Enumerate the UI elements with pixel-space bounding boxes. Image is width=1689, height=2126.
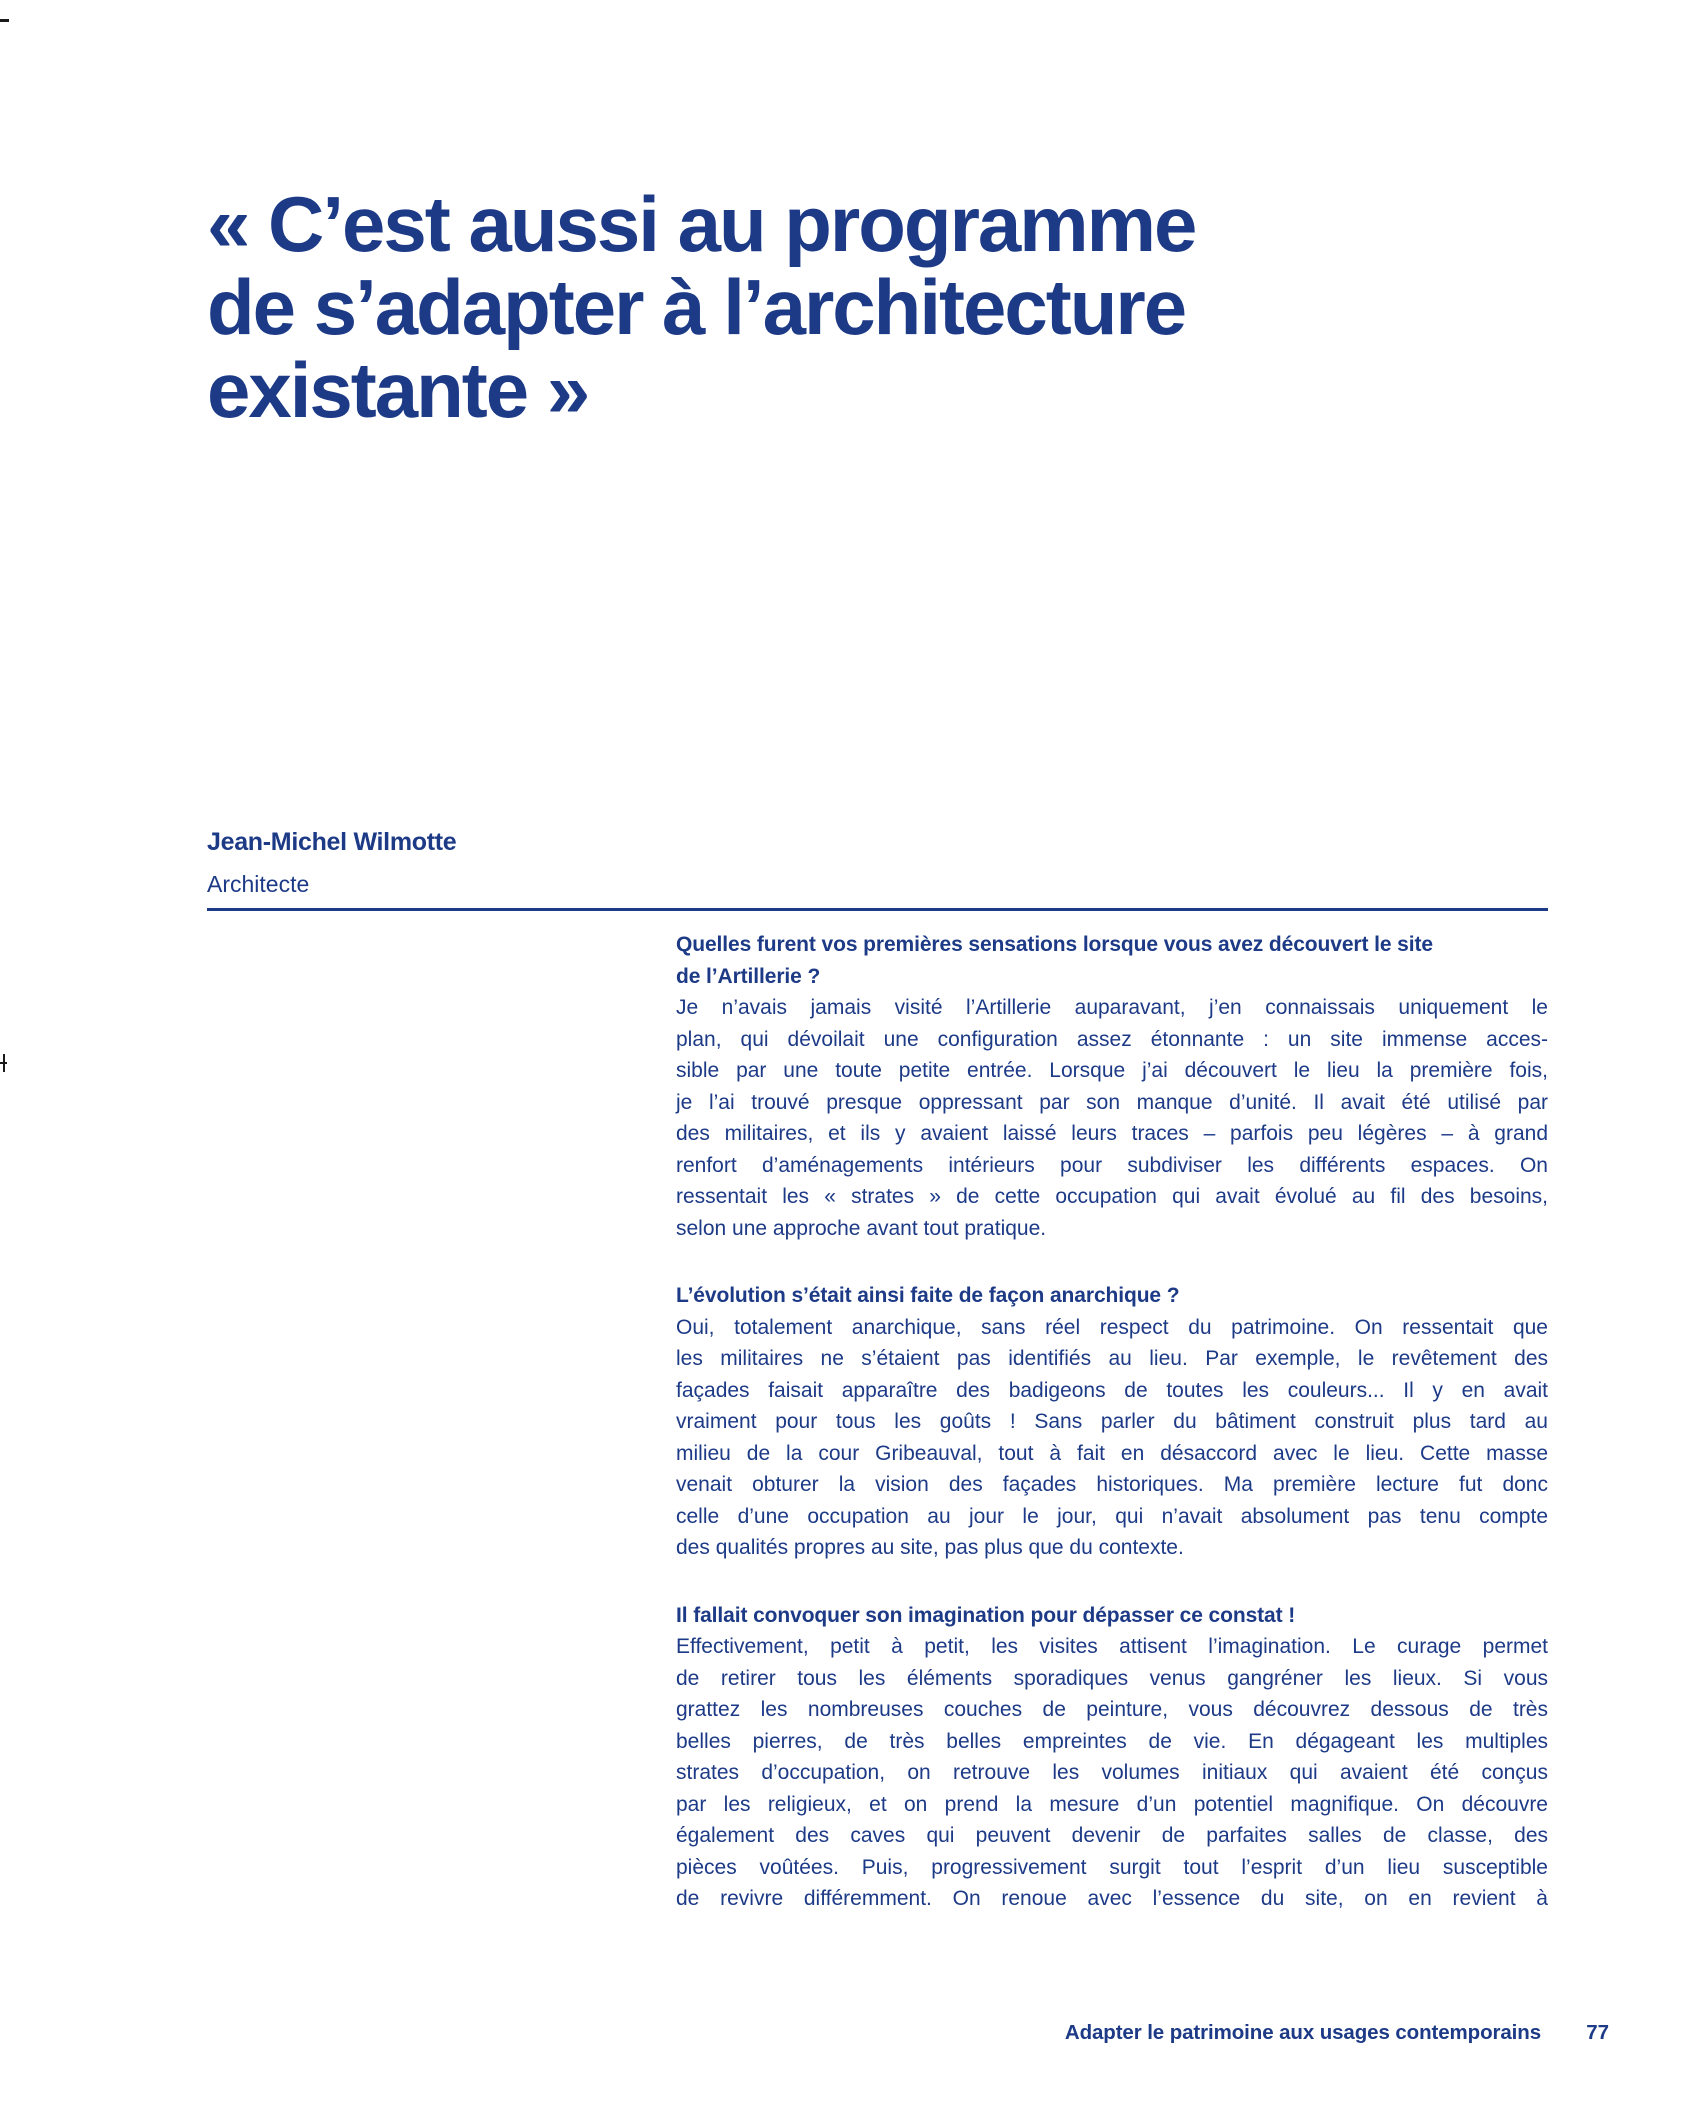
answer-line: Oui, totalement anarchique, sans réel respect du patrimoine. On ressentait que — [676, 1315, 1548, 1339]
crop-mark-icon — [0, 19, 9, 22]
answer-line: vraiment pour tous les goûts ! Sans parler du bâtiment construit plus tard au — [676, 1410, 1548, 1433]
author-name: Jean-Michel Wilmotte — [207, 828, 457, 856]
headline-line: de s’adapter à l’architecture — [207, 263, 1186, 351]
answer-line: les militaires ne s’étaient pas identifiés au lieu. Par exemple, le revêtement des — [676, 1347, 1548, 1370]
registration-mark-horizontal — [0, 1062, 7, 1064]
answer-line: plan, qui dévoilait une configuration assez étonnante : un site immense acces- — [676, 1027, 1548, 1051]
answer-line: façades faisait apparaître des badigeons de toutes les couleurs... Il y en avait — [676, 1378, 1548, 1402]
headline-line: « C’est aussi au programme — [207, 180, 1196, 268]
answer-line: ressentait les « strates » de cette occupation qui avait évolué au fil des besoins, — [676, 1185, 1548, 1208]
answer-line: des militaires, et ils y avaient laissé leurs traces – parfois peu légères – à grand — [676, 1122, 1548, 1145]
answer-line: je l’ai trouvé presque oppressant par son manque d’unité. Il avait été utilisé par — [676, 1090, 1548, 1114]
interview-column — [676, 929, 1548, 1915]
answer-line: Effectivement, petit à petit, les visites attisent l’imagination. Le curage permet — [676, 1635, 1548, 1658]
answer-line: grattez les nombreuses couches de peinture, vous découvrez dessous de très — [676, 1698, 1548, 1721]
answer-line: de revivre différemment. On renoue avec l’essence du site, on en revient à — [676, 1887, 1548, 1910]
question-line: Quelles furent vos premières sensations lorsque vous avez découvert le site — [676, 933, 1433, 956]
answer-line: Je n’avais jamais visité l’Artillerie auparavant, j’en connaissais uniquement le — [676, 996, 1548, 1019]
answer-line: par les religieux, et on prend la mesure d’un potentiel magnifique. On découvre — [676, 1792, 1548, 1816]
question-line: L’évolution s’était ainsi faite de façon anarchique ? — [676, 1284, 1180, 1307]
answer-line: selon une approche avant tout pratique. — [676, 1216, 1047, 1240]
answer-line: renfort d’aménagements intérieurs pour subdiviser les différents espaces. On — [676, 1153, 1548, 1177]
article-headline — [207, 180, 1567, 434]
question-line: de l’Artillerie ? — [676, 964, 821, 988]
answer-line: des qualités propres au site, pas plus que du contexte. — [676, 1536, 1184, 1559]
page-number: 77 — [1586, 2021, 1609, 2044]
divider-rule — [207, 908, 1548, 911]
qa-block — [676, 1280, 1548, 1564]
qa-block — [676, 1600, 1548, 1915]
registration-mark-icon — [0, 1054, 7, 1072]
headline-line: existante » — [207, 346, 589, 434]
author-role: Architecte — [207, 871, 310, 897]
answer-line: sible par une toute petite entrée. Lorsque j’ai découvert le lieu la première fois, — [676, 1059, 1548, 1082]
answer-line: belles pierres, de très belles empreintes de vie. En dégageant les multiples — [676, 1729, 1548, 1753]
author-block — [207, 828, 456, 897]
footer-section-title: Adapter le patrimoine aux usages contemporains — [1064, 2021, 1541, 2044]
question-line: Il fallait convoquer son imagination pour dépasser ce constat ! — [676, 1603, 1296, 1627]
qa-block — [676, 929, 1548, 1244]
answer-line: celle d’une occupation au jour le jour, qui n’avait absolument pas tenu compte — [676, 1504, 1548, 1528]
answer-line: de retirer tous les éléments sporadiques venus gangréner les lieux. Si vous — [676, 1666, 1548, 1690]
answer-line: venait obturer la vision des façades historiques. Ma première lecture fut donc — [676, 1473, 1548, 1496]
answer-line: également des caves qui peuvent devenir de parfaites salles de classe, des — [676, 1824, 1548, 1847]
answer-line: strates d’occupation, on retrouve les volumes initiaux qui avaient été conçus — [676, 1761, 1548, 1784]
answer-line: milieu de la cour Gribeauval, tout à fait en désaccord avec le lieu. Cette masse — [676, 1441, 1548, 1465]
answer-line: pièces voûtées. Puis, progressivement surgit tout l’esprit d’un lieu susceptible — [676, 1855, 1548, 1879]
